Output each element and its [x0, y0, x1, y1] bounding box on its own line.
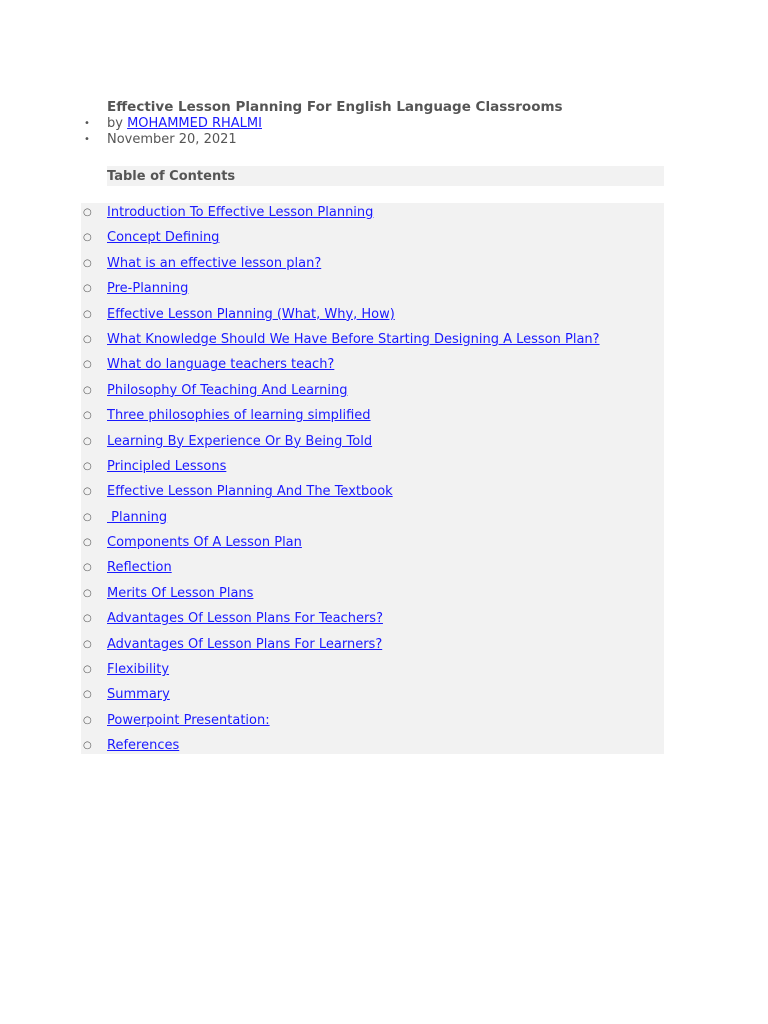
toc-item — [81, 508, 664, 533]
date-line — [0, 132, 262, 148]
toc-item — [81, 736, 664, 761]
toc-item — [81, 711, 664, 736]
circle-bullet-icon: ○ — [83, 257, 92, 269]
toc-header — [107, 166, 664, 186]
toc-link[interactable]: Pre-Planning — [107, 281, 189, 297]
circle-bullet-icon: ○ — [83, 460, 92, 472]
toc-item — [81, 228, 664, 253]
toc-item — [81, 660, 664, 685]
toc-item — [81, 635, 664, 660]
toc-heading: Table of Contents — [107, 169, 236, 184]
toc-link[interactable]: Introduction To Effective Lesson Planning — [107, 205, 374, 220]
toc-link[interactable]: What do language teachers teach? — [107, 357, 335, 373]
toc-item — [81, 355, 664, 380]
toc-item — [81, 685, 664, 710]
circle-bullet-icon: ○ — [83, 232, 92, 244]
article-title: Effective Lesson Planning For English Language Classrooms — [107, 99, 563, 115]
toc-link[interactable]: What is an effective lesson plan? — [107, 255, 322, 271]
toc-item — [81, 305, 664, 330]
circle-bullet-icon: ○ — [83, 283, 92, 295]
toc-link[interactable]: References — [107, 738, 180, 754]
toc-item — [81, 482, 664, 507]
circle-bullet-icon: ○ — [83, 207, 92, 218]
toc-item — [81, 533, 664, 558]
circle-bullet-icon: ○ — [83, 740, 92, 752]
author-link[interactable]: MOHAMMED RHALMI — [127, 116, 262, 131]
toc-link[interactable]: Components Of A Lesson Plan — [107, 535, 302, 551]
toc-item — [81, 584, 664, 609]
toc-item — [81, 457, 664, 482]
toc-link[interactable]: Merits Of Lesson Plans — [107, 585, 254, 601]
circle-bullet-icon: ○ — [83, 333, 92, 345]
circle-bullet-icon: ○ — [83, 537, 92, 549]
author-line — [0, 116, 262, 132]
toc-link[interactable]: Advantages Of Lesson Plans For Learners? — [107, 636, 383, 652]
toc-item — [81, 406, 664, 431]
toc-link[interactable]: Effective Lesson Planning (What, Why, How) — [107, 306, 395, 322]
toc-link[interactable]: Effective Lesson Planning And The Textbook — [107, 484, 393, 500]
toc-link[interactable]: Reflection — [107, 560, 172, 576]
circle-bullet-icon: ○ — [83, 562, 92, 574]
toc-item — [81, 254, 664, 279]
toc-item — [81, 609, 664, 634]
toc-item — [81, 279, 664, 304]
bullet-icon: • — [84, 134, 90, 145]
publish-date: November 20, 2021 — [107, 132, 237, 147]
toc-link[interactable]: Powerpoint Presentation: — [107, 712, 270, 728]
toc-link[interactable]: Philosophy Of Teaching And Learning — [107, 382, 348, 398]
bullet-icon: • — [84, 118, 90, 129]
circle-bullet-icon: ○ — [83, 359, 92, 371]
toc-item — [81, 381, 664, 406]
toc-link[interactable]: Flexibility — [107, 662, 170, 678]
circle-bullet-icon: ○ — [83, 689, 92, 701]
circle-bullet-icon: ○ — [83, 511, 92, 523]
toc-link[interactable]: Advantages Of Lesson Plans For Teachers? — [107, 611, 383, 627]
toc-link[interactable]: Principled Lessons — [107, 458, 227, 474]
circle-bullet-icon: ○ — [83, 587, 92, 599]
circle-bullet-icon: ○ — [83, 486, 92, 498]
circle-bullet-icon: ○ — [83, 613, 92, 625]
circle-bullet-icon: ○ — [83, 384, 92, 396]
toc-list — [81, 203, 664, 762]
toc-link[interactable]: Three philosophies of learning simplified — [107, 408, 371, 424]
toc-link[interactable]: Learning By Experience Or By Being Told — [107, 433, 373, 449]
toc-link[interactable]: What Knowledge Should We Have Before Starting Designing A Lesson Plan? — [107, 331, 600, 347]
toc-link[interactable]: Planning — [107, 509, 168, 525]
circle-bullet-icon: ○ — [83, 410, 92, 422]
circle-bullet-icon: ○ — [83, 714, 92, 726]
toc-item — [81, 203, 664, 228]
circle-bullet-icon: ○ — [83, 435, 92, 447]
circle-bullet-icon: ○ — [83, 308, 92, 320]
toc-item — [81, 330, 664, 355]
toc-item — [81, 432, 664, 457]
article-meta — [0, 116, 262, 148]
toc-box — [81, 203, 664, 754]
circle-bullet-icon: ○ — [83, 664, 92, 676]
toc-link[interactable]: Concept Defining — [107, 230, 220, 246]
circle-bullet-icon: ○ — [83, 638, 92, 650]
toc-link[interactable]: Summary — [107, 687, 170, 703]
by-prefix: by — [107, 116, 128, 131]
toc-item — [81, 558, 664, 583]
